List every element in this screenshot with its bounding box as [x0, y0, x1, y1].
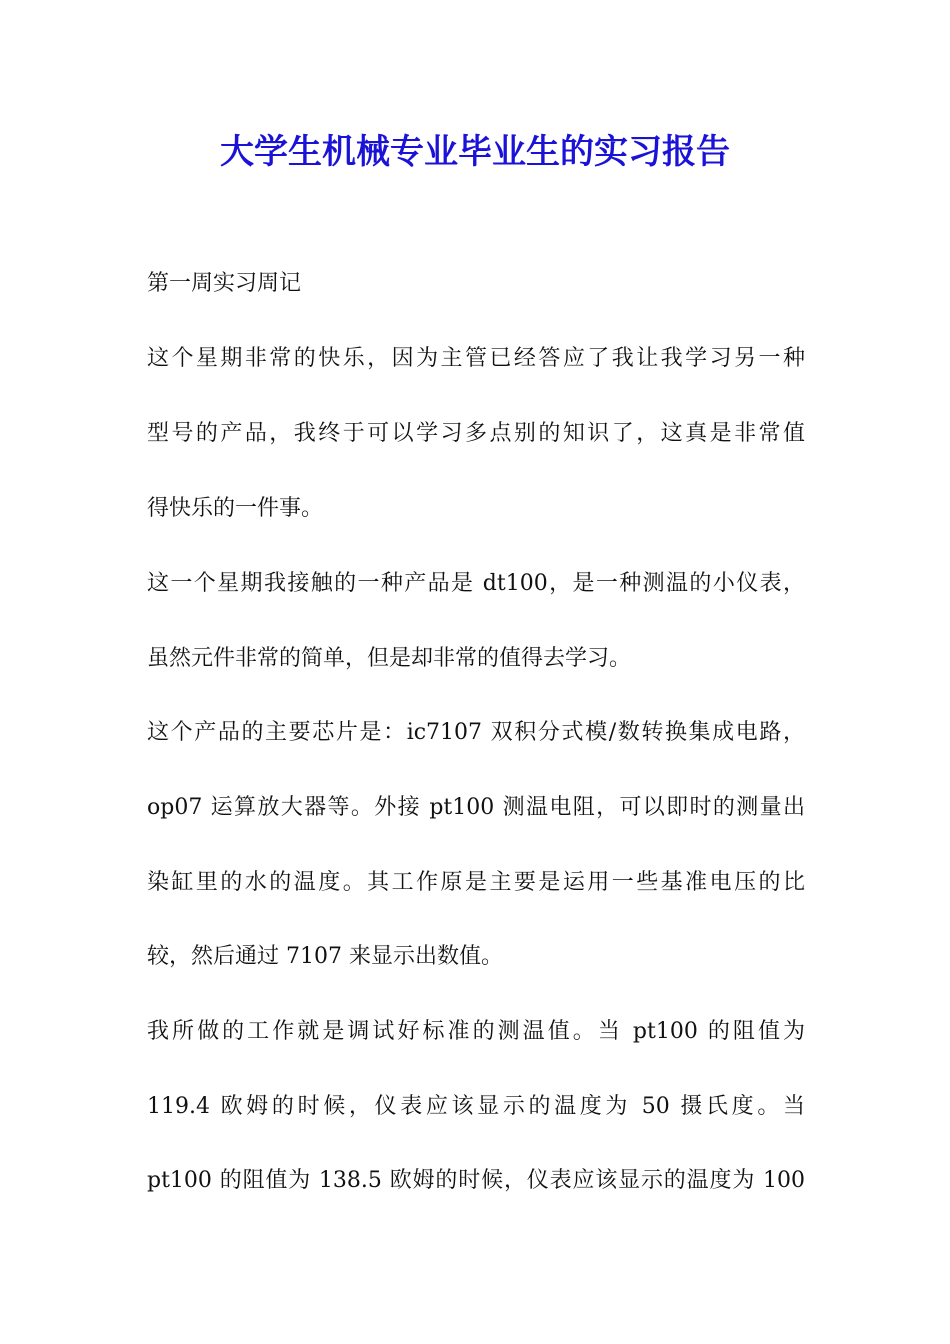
paragraph-line: 得快乐的一件事。 — [147, 496, 324, 521]
section-heading: 第一周实习周记 — [147, 271, 302, 296]
paragraph-line: 较，然后通过 7107 来显示出数值。 — [147, 944, 503, 969]
paragraph-line: 虽然元件非常的简单，但是却非常的值得去学习。 — [147, 646, 632, 671]
paragraph-line: 这个产品的主要芯片是：ic7107 双积分式模/数转换集成电路， — [147, 720, 805, 745]
paragraph-line: 染缸里的水的温度。其工作原是主要是运用一些基准电压的比 — [147, 870, 805, 895]
paragraph-line: 119.4 欧姆的时候，仪表应该显示的温度为 50 摄氏度。当 — [147, 1094, 805, 1119]
paragraph-line: pt100 的阻值为 138.5 欧姆的时候，仪表应该显示的温度为 100 — [147, 1168, 805, 1193]
document-title: 大学生机械专业毕业生的实习报告 — [220, 132, 730, 172]
paragraph-line: 这个星期非常的快乐，因为主管已经答应了我让我学习另一种 — [147, 346, 805, 371]
paragraph-line: op07 运算放大器等。外接 pt100 测温电阻，可以即时的测量出 — [147, 795, 805, 820]
paragraph-line: 型号的产品，我终于可以学习多点别的知识了，这真是非常值 — [147, 421, 805, 446]
paragraph-line: 这一个星期我接触的一种产品是 dt100，是一种测温的小仪表， — [147, 571, 805, 596]
paragraph-line: 我所做的工作就是调试好标准的测温值。当 pt100 的阻值为 — [147, 1019, 805, 1044]
